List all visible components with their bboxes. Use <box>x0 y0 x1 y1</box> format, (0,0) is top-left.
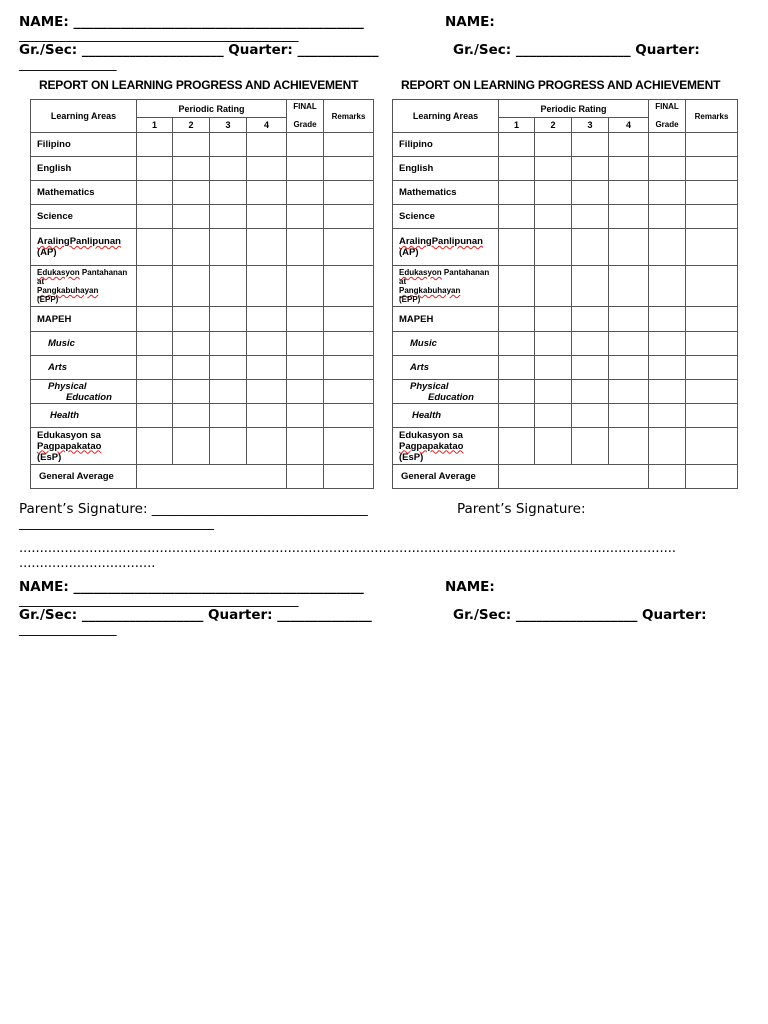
subject-arts: Arts <box>393 356 499 380</box>
grade-header: Grade <box>287 118 324 133</box>
table-row <box>393 307 738 332</box>
subject-araling-panlipunan: AralingPanlipunan (AP) <box>31 229 137 266</box>
quarter-line-continuation: _______________ <box>19 57 117 72</box>
quarter-3-header: 3 <box>572 118 609 133</box>
subject-mathematics: Mathematics <box>31 181 137 205</box>
table-row <box>31 157 374 181</box>
table-row <box>31 307 374 332</box>
subject-mapeh: MAPEH <box>31 307 137 332</box>
grade-header: Grade <box>649 118 686 133</box>
subject-music: Music <box>31 332 137 356</box>
table-row <box>393 181 738 205</box>
subject-mathematics: Mathematics <box>393 181 499 205</box>
final-header: FINAL <box>649 100 686 118</box>
quarter-2-header: 2 <box>173 118 210 133</box>
table-row <box>393 380 738 404</box>
table-row <box>31 266 374 307</box>
subject-epp: Edukasyon Pantahanan at Pangkabuhayan (EPP) <box>393 266 499 307</box>
learning-areas-header: Learning Areas <box>393 100 499 133</box>
name-line-left[interactable]: NAME: ___________________________________________ <box>19 14 364 30</box>
parent-signature-continuation: ______________________________ <box>19 516 214 531</box>
name-label-right[interactable]: NAME: <box>445 14 495 30</box>
grade-section-line-left[interactable]: Gr./Sec: _____________________ Quarter: ____________ <box>19 42 379 58</box>
general-average-label: General Average <box>393 465 499 489</box>
subject-epp: Edukasyon Pantahanan at Pangkabuhayan (EPP) <box>31 266 137 307</box>
remarks-header: Remarks <box>324 100 374 133</box>
subject-science: Science <box>31 205 137 229</box>
final-header: FINAL <box>287 100 324 118</box>
subject-english: English <box>393 157 499 181</box>
subject-health: Health <box>31 404 137 428</box>
quarter-4-header: 4 <box>247 118 287 133</box>
report-title-right: REPORT ON LEARNING PROGRESS AND ACHIEVEMENT <box>401 78 721 92</box>
parent-signature-right[interactable]: Parent’s Signature: <box>457 501 586 517</box>
periodic-rating-header: Periodic Rating <box>137 100 287 118</box>
remarks-header: Remarks <box>686 100 738 133</box>
cut-line: ............................................................................................................................................................... ................................. <box>19 541 677 571</box>
table-row <box>393 332 738 356</box>
table-row <box>31 133 374 157</box>
quarter-4-header: 4 <box>609 118 649 133</box>
table-row <box>31 465 374 489</box>
grade-section-line-right[interactable]: Gr./Sec: _________________ Quarter: <box>453 42 700 58</box>
name-line-continuation: ___________________________________________ <box>19 593 299 608</box>
learning-areas-header: Learning Areas <box>31 100 137 133</box>
report-title-left: REPORT ON LEARNING PROGRESS AND ACHIEVEMENT <box>39 78 359 92</box>
quarter-2-header: 2 <box>535 118 572 133</box>
subject-health: Health <box>393 404 499 428</box>
table-row <box>393 205 738 229</box>
subject-physical-education: Physical Education <box>393 380 499 404</box>
subject-english: English <box>31 157 137 181</box>
table-row <box>31 229 374 266</box>
table-row <box>31 356 374 380</box>
name-line-continuation: ___________________________________________ <box>19 28 299 43</box>
report-card-table-right <box>392 99 738 489</box>
table-row <box>31 404 374 428</box>
name-label-right[interactable]: NAME: <box>445 579 495 595</box>
table-row <box>393 465 738 489</box>
subject-esp: Edukasyon sa Pagpapakatao (EsP) <box>31 428 137 465</box>
quarter-3-header: 3 <box>210 118 247 133</box>
table-row <box>393 356 738 380</box>
table-row <box>31 380 374 404</box>
table-row <box>31 205 374 229</box>
subject-arts: Arts <box>31 356 137 380</box>
subject-science: Science <box>393 205 499 229</box>
table-row <box>31 181 374 205</box>
table-row <box>31 428 374 465</box>
table-row <box>31 332 374 356</box>
subject-music: Music <box>393 332 499 356</box>
quarter-1-header: 1 <box>137 118 173 133</box>
table-row <box>393 157 738 181</box>
grade-section-line-right[interactable]: Gr./Sec: __________________ Quarter: <box>453 607 707 623</box>
table-row <box>393 404 738 428</box>
subject-mapeh: MAPEH <box>393 307 499 332</box>
periodic-rating-header: Periodic Rating <box>499 100 649 118</box>
subject-esp: Edukasyon sa Pagpapakatao (EsP) <box>393 428 499 465</box>
subject-physical-education: Physical Education <box>31 380 137 404</box>
table-row <box>393 133 738 157</box>
general-average-label: General Average <box>31 465 137 489</box>
table-row <box>393 428 738 465</box>
subject-filipino: Filipino <box>31 133 137 157</box>
parent-signature-left[interactable]: Parent’s Signature: ________________________________ <box>19 501 368 517</box>
grade-section-line-left[interactable]: Gr./Sec: __________________ Quarter: ______________ <box>19 607 372 623</box>
report-card-table-left <box>30 99 374 489</box>
quarter-line-continuation: _______________ <box>19 622 117 637</box>
subject-araling-panlipunan: AralingPanlipunan (AP) <box>393 229 499 266</box>
quarter-1-header: 1 <box>499 118 535 133</box>
table-row <box>393 266 738 307</box>
subject-filipino: Filipino <box>393 133 499 157</box>
table-row <box>393 229 738 266</box>
name-line-left[interactable]: NAME: ___________________________________________ <box>19 579 364 595</box>
